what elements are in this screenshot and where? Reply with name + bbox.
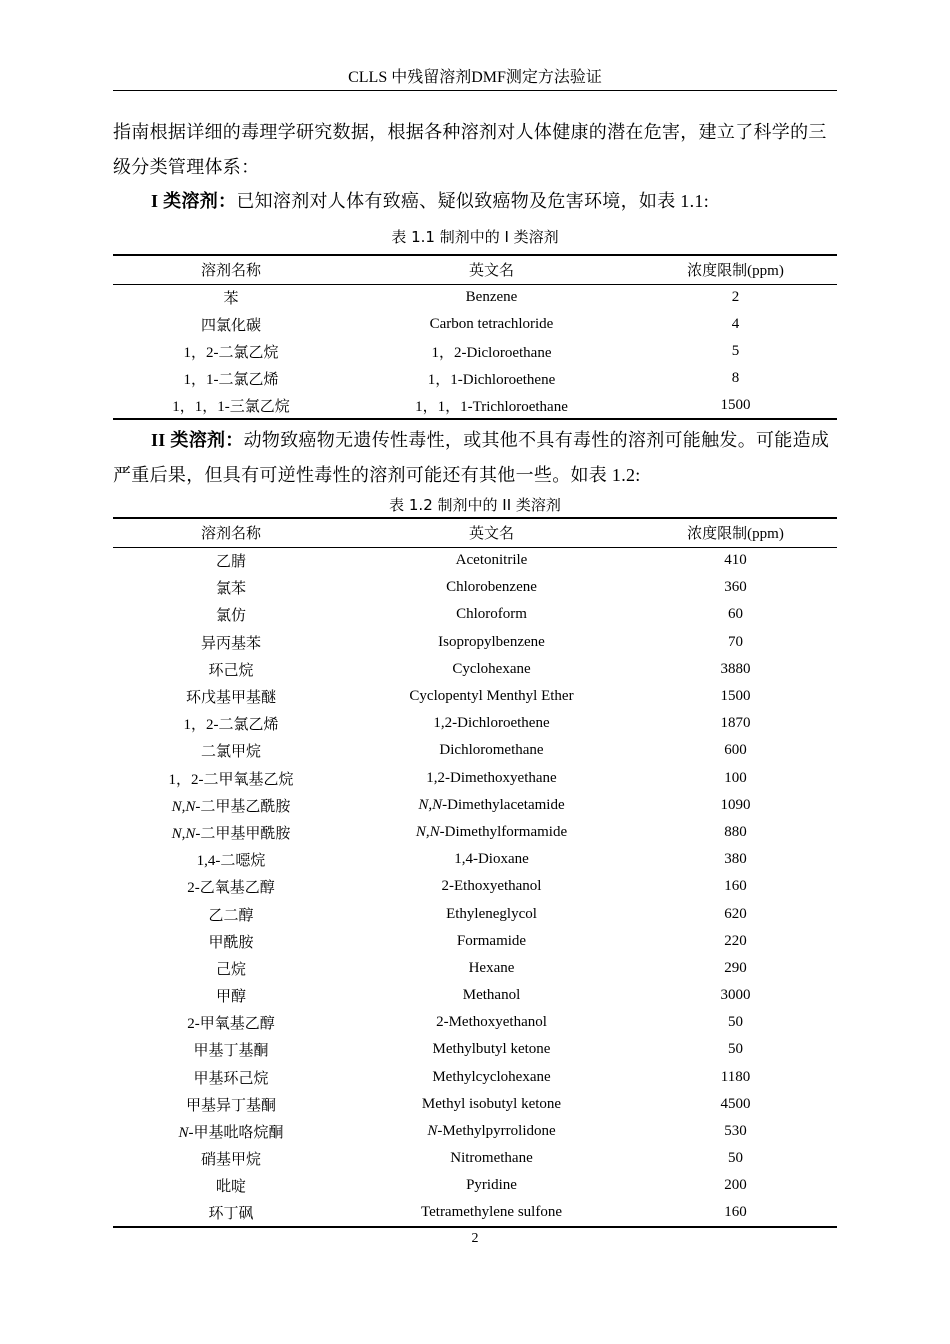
cell-english-name: N,N-Dimethylformamide bbox=[415, 823, 568, 840]
table-class1-solvents bbox=[113, 254, 837, 420]
table-row bbox=[113, 1064, 837, 1091]
cell-english-name: 1，1，1-Trichloroethane bbox=[415, 398, 568, 415]
cell-english-name: Chloroform bbox=[456, 606, 527, 623]
cell-solvent-name: 甲基环己烷 bbox=[193, 1070, 269, 1087]
running-header: CLLS 中残留溶剂DMF测定方法验证 bbox=[348, 69, 602, 86]
cell-solvent-name: 甲酰胺 bbox=[208, 934, 254, 951]
cell-limit-ppm: 880 bbox=[724, 823, 747, 840]
cell-limit-ppm: 620 bbox=[724, 905, 747, 922]
cell-limit-ppm: 1500 bbox=[720, 396, 751, 413]
table-row bbox=[113, 765, 837, 792]
italic-prefix: N bbox=[427, 1123, 438, 1140]
italic-prefix: N bbox=[178, 1125, 189, 1142]
table-row bbox=[113, 683, 837, 710]
col-header-name: 溶剂名称 bbox=[200, 526, 261, 543]
cell-limit-ppm: 4 bbox=[731, 316, 740, 332]
table-row bbox=[113, 710, 837, 737]
cell-english-name: Pyridine bbox=[466, 1177, 517, 1194]
table-row bbox=[113, 574, 837, 601]
cell-solvent-name: 环己烷 bbox=[208, 662, 254, 679]
cell-limit-ppm: 50 bbox=[728, 1041, 743, 1058]
cell-english-name: 1,4-Dioxane bbox=[454, 851, 529, 868]
table2-caption: 表 1.2 制剂中的 II 类溶剂 bbox=[389, 496, 561, 514]
cell-english-name: Isopropylbenzene bbox=[438, 633, 545, 650]
cell-solvent-name: N-甲基吡咯烷酮 bbox=[178, 1125, 284, 1142]
cell-limit-ppm: 1090 bbox=[720, 796, 751, 813]
table-row bbox=[113, 819, 837, 846]
cell-english-name: Cyclopentyl Menthyl Ether bbox=[409, 688, 574, 705]
cell-english-name: 2-Methoxyethanol bbox=[436, 1014, 547, 1031]
italic-prefix: N,N bbox=[171, 825, 196, 842]
cell-limit-ppm: 160 bbox=[724, 878, 747, 895]
cell-english-name: 1,2-Dichloroethene bbox=[433, 715, 550, 732]
cell-solvent-name: 二氯甲烷 bbox=[200, 744, 261, 761]
cell-solvent-name: 氯苯 bbox=[215, 581, 246, 598]
cell-limit-ppm: 70 bbox=[728, 633, 743, 650]
table-row bbox=[113, 601, 837, 628]
header-rule bbox=[113, 90, 837, 91]
cell-solvent-name: 环戊基甲基醚 bbox=[185, 690, 276, 707]
cell-english-name: N,N-Dimethylacetamide bbox=[418, 796, 565, 813]
cell-limit-ppm: 380 bbox=[724, 851, 747, 868]
cell-solvent-name: 1，1，1-三氯乙烷 bbox=[172, 398, 290, 415]
cell-solvent-name: 甲基异丁基酮 bbox=[185, 1097, 276, 1114]
cell-english-name: Nitromethane bbox=[450, 1150, 533, 1167]
table-row bbox=[113, 365, 837, 392]
cell-limit-ppm: 3880 bbox=[720, 660, 751, 677]
cell-solvent-name: 1，2-二氯乙烯 bbox=[183, 717, 279, 734]
cell-limit-ppm: 600 bbox=[724, 742, 747, 759]
table-row bbox=[113, 737, 837, 764]
table-row bbox=[113, 900, 837, 927]
cell-limit-ppm: 160 bbox=[724, 1204, 747, 1221]
table-row bbox=[113, 656, 837, 683]
cell-limit-ppm: 200 bbox=[724, 1177, 747, 1194]
cell-solvent-name: 1,4-二噁烷 bbox=[196, 853, 266, 870]
cell-solvent-name: 1，2-二氯乙烷 bbox=[183, 345, 279, 361]
cell-solvent-name: 2-甲氧基乙醇 bbox=[187, 1016, 275, 1033]
class1-text: 已知溶剂对人体有致癌、疑似致癌物及危害环境，如表 1.1: bbox=[236, 191, 710, 211]
table-header-row bbox=[113, 518, 837, 547]
cell-limit-ppm: 1180 bbox=[720, 1068, 751, 1085]
col-header-english: 英文名 bbox=[468, 526, 514, 543]
cell-limit-ppm: 530 bbox=[724, 1123, 747, 1140]
cell-solvent-name: 己烷 bbox=[215, 961, 246, 978]
table-row bbox=[113, 284, 837, 311]
cell-limit-ppm: 5 bbox=[731, 343, 740, 359]
class2-paragraph bbox=[113, 423, 837, 493]
cell-limit-ppm: 50 bbox=[728, 1014, 743, 1031]
cell-english-name: Chlorobenzene bbox=[446, 579, 537, 596]
page-number: 2 bbox=[471, 1231, 479, 1246]
cell-limit-ppm: 1870 bbox=[720, 715, 751, 732]
col-header-limit: 浓度限制(ppm) bbox=[687, 263, 784, 280]
cell-solvent-name: N,N-二甲基甲酰胺 bbox=[171, 825, 291, 842]
table-row bbox=[113, 629, 837, 656]
cell-english-name: Methanol bbox=[462, 987, 521, 1004]
cell-limit-ppm: 3000 bbox=[720, 987, 751, 1004]
table-row bbox=[113, 547, 837, 574]
cell-solvent-name: 乙腈 bbox=[215, 554, 246, 571]
cell-limit-ppm: 2 bbox=[731, 289, 740, 306]
cell-english-name: 1，1-Dichloroethene bbox=[427, 372, 556, 388]
cell-english-name: Methylbutyl ketone bbox=[432, 1041, 551, 1058]
class2-text: 动物致癌物无遗传性毒性，或其他不具有毒性的溶剂可能触发。可能造成严重后果，但具有可逆性毒性的溶剂可能还有其他一些。如表 1.2: bbox=[113, 430, 830, 485]
cell-english-name: N-Methylpyrrolidone bbox=[427, 1123, 556, 1140]
cell-english-name: Methyl isobutyl ketone bbox=[421, 1095, 562, 1112]
cell-solvent-name: N,N-二甲基乙酰胺 bbox=[171, 798, 291, 815]
table-row bbox=[113, 955, 837, 982]
cell-solvent-name: 苯 bbox=[223, 291, 239, 308]
cell-english-name: Tetramethylene sulfone bbox=[421, 1204, 562, 1221]
cell-english-name: Hexane bbox=[468, 959, 515, 976]
cell-english-name: 1,2-Dimethoxyethane bbox=[426, 769, 557, 786]
table-row bbox=[113, 392, 837, 419]
table-row bbox=[113, 792, 837, 819]
cell-solvent-name: 氯仿 bbox=[215, 608, 246, 625]
table-row bbox=[113, 1145, 837, 1172]
cell-english-name: Carbon tetrachloride bbox=[429, 316, 554, 332]
cell-limit-ppm: 410 bbox=[724, 552, 747, 569]
col-header-english: 英文名 bbox=[468, 263, 514, 280]
class2-label: II 类溶剂： bbox=[151, 430, 244, 450]
col-header-limit: 浓度限制(ppm) bbox=[687, 526, 784, 543]
cell-english-name: Ethyleneglycol bbox=[446, 905, 537, 922]
cell-limit-ppm: 360 bbox=[724, 579, 747, 596]
cell-solvent-name: 甲醇 bbox=[215, 989, 246, 1006]
cell-solvent-name: 吡啶 bbox=[215, 1179, 246, 1196]
table-row bbox=[113, 1091, 837, 1118]
cell-limit-ppm: 220 bbox=[724, 932, 747, 949]
table-row bbox=[113, 311, 837, 338]
cell-english-name: Cyclohexane bbox=[452, 660, 531, 677]
italic-prefix: N,N bbox=[171, 798, 196, 815]
cell-english-name: Methylcyclohexane bbox=[432, 1068, 551, 1085]
cell-limit-ppm: 1500 bbox=[720, 688, 751, 705]
cell-limit-ppm: 60 bbox=[728, 606, 743, 623]
cell-limit-ppm: 8 bbox=[731, 370, 740, 386]
cell-english-name: Acetonitrile bbox=[455, 552, 528, 569]
cell-solvent-name: 2-乙氧基乙醇 bbox=[187, 880, 275, 897]
cell-solvent-name: 1，2-二甲氧基乙烷 bbox=[168, 771, 294, 788]
table-row bbox=[113, 873, 837, 900]
cell-solvent-name: 硝基甲烷 bbox=[200, 1152, 261, 1169]
table-row bbox=[113, 928, 837, 955]
cell-solvent-name: 乙二醇 bbox=[208, 907, 254, 924]
table1-caption: 表 1.1 制剂中的 I 类溶剂 bbox=[391, 228, 559, 246]
table-header-row bbox=[113, 255, 837, 284]
table-row bbox=[113, 1118, 837, 1145]
cell-english-name: Benzene bbox=[465, 289, 518, 306]
cell-limit-ppm: 4500 bbox=[720, 1095, 751, 1112]
table-row bbox=[113, 1200, 837, 1227]
italic-prefix: N,N bbox=[418, 796, 443, 813]
cell-limit-ppm: 100 bbox=[724, 769, 747, 786]
italic-prefix: N,N bbox=[415, 823, 440, 840]
cell-solvent-name: 四氯化碳 bbox=[200, 318, 261, 334]
table-row bbox=[113, 1036, 837, 1063]
cell-solvent-name: 异丙基苯 bbox=[200, 635, 261, 652]
table-class2-solvents bbox=[113, 517, 837, 1228]
table-row bbox=[113, 1172, 837, 1199]
cell-limit-ppm: 50 bbox=[728, 1150, 743, 1167]
cell-english-name: Formamide bbox=[456, 932, 527, 949]
table-row bbox=[113, 338, 837, 365]
cell-solvent-name: 1，1-二氯乙烯 bbox=[183, 372, 279, 388]
class1-paragraph bbox=[113, 184, 837, 219]
intro-paragraph: 指南根据详细的毒理学研究数据，根据各种溶剂对人体健康的潜在危害，建立了科学的三级分类管理体系： bbox=[113, 122, 827, 177]
table-row bbox=[113, 982, 837, 1009]
table-row bbox=[113, 1009, 837, 1036]
cell-solvent-name: 环丁砜 bbox=[208, 1206, 254, 1223]
cell-solvent-name: 甲基丁基酮 bbox=[193, 1043, 269, 1060]
col-header-name: 溶剂名称 bbox=[200, 263, 261, 280]
cell-english-name: 2-Ethoxyethanol bbox=[441, 878, 542, 895]
cell-english-name: Dichloromethane bbox=[439, 742, 544, 759]
cell-english-name: 1，2-Dicloroethane bbox=[431, 345, 552, 361]
table-row bbox=[113, 846, 837, 873]
cell-limit-ppm: 290 bbox=[724, 959, 747, 976]
class1-label: I 类溶剂： bbox=[151, 191, 237, 211]
